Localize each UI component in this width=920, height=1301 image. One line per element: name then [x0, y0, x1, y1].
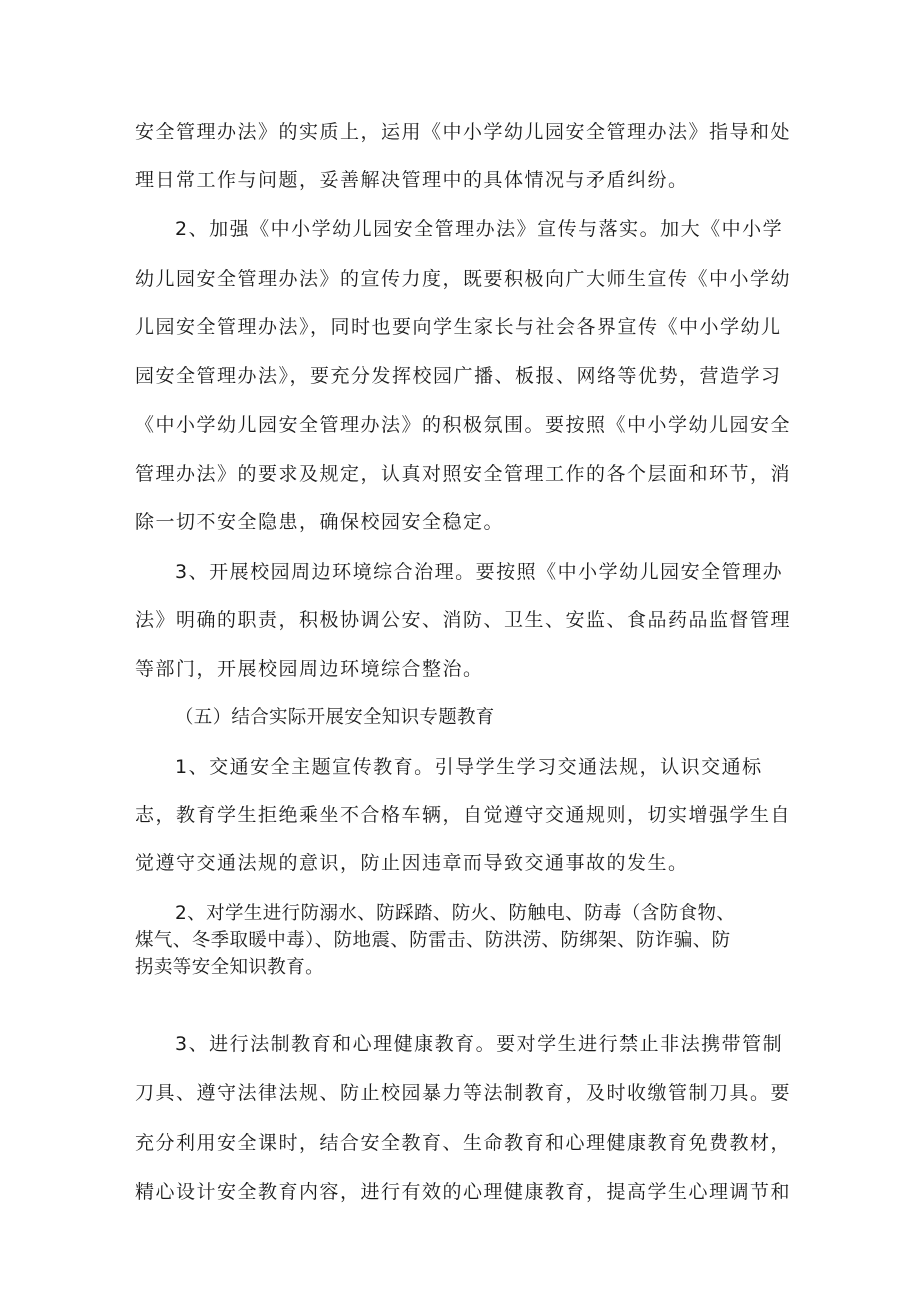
text-line: 2、加强《中小学幼儿园安全管理办法》宣传与落实。加大《中小学	[175, 218, 784, 240]
text-line: 志，教育学生拒绝乘坐不合格车辆，自觉遵守交通规则，切实增强学生自	[135, 804, 792, 826]
text-line: 《中小学幼儿园安全管理办法》的积极氛围。要按照《中小学幼儿园安全	[135, 414, 792, 436]
text-line: 刀具、遵守法律法规、防止校园暴力等法制教育，及时收缴管制刀具。要	[135, 1082, 792, 1104]
text-line: 法》明确的职责，积极协调公安、消防、卫生、安监、食品药品监督管理	[135, 609, 792, 631]
text-line: 拐卖等安全知识教育。	[135, 957, 325, 978]
text-line: 管理办法》的要求及规定，认真对照安全管理工作的各个层面和环节，消	[135, 463, 792, 485]
text-line: 1、交通安全主题宣传教育。引导学生学习交通法规，认识交通标	[175, 756, 763, 778]
text-line: 觉遵守交通法规的意识，防止因违章而导致交通事故的发生。	[135, 852, 689, 874]
text-line: 精心设计安全教育内容，进行有效的心理健康教育，提高学生心理调节和	[135, 1181, 792, 1203]
text-line: 除一切不安全隐患，确保校园安全稳定。	[135, 511, 505, 533]
section-heading-text: （五）结合实际开展安全知识专题教育	[175, 707, 495, 728]
text-line: 儿园安全管理办法》，同时也要向学生家长与社会各界宣传《中小学幼儿	[135, 316, 782, 338]
text-line: 煤气、冬季取暖中毒）、防地震、防雷击、防洪涝、防绑架、防诈骗、防	[135, 930, 731, 951]
text-line: 理日常工作与问题，妥善解决管理中的具体情况与矛盾纠纷。	[135, 169, 689, 191]
text-line: 幼儿园安全管理办法》的宣传力度，既要积极向广大师生宣传《中小学幼	[135, 268, 792, 290]
text-line: 3、进行法制教育和心理健康教育。要对学生进行禁止非法携带管制	[175, 1033, 784, 1055]
text-line: 2、对学生进行防溺水、防踩踏、防火、防触电、防毒（含防食物、	[175, 903, 736, 924]
text-line: 园安全管理办法》，要充分发挥校园广播、板报、网络等优势，营造学习	[135, 365, 782, 387]
text-line: 3、开展校园周边环境综合治理。要按照《中小学幼儿园安全管理办	[175, 561, 784, 583]
text-line: 安全管理办法》的实质上，运用《中小学幼儿园安全管理办法》指导和处	[135, 121, 792, 143]
text-line: 等部门，开展校园周边环境综合整治。	[135, 658, 484, 680]
text-line: 充分利用安全课时，结合安全教育、生命教育和心理健康教育免费教材，	[135, 1132, 792, 1154]
